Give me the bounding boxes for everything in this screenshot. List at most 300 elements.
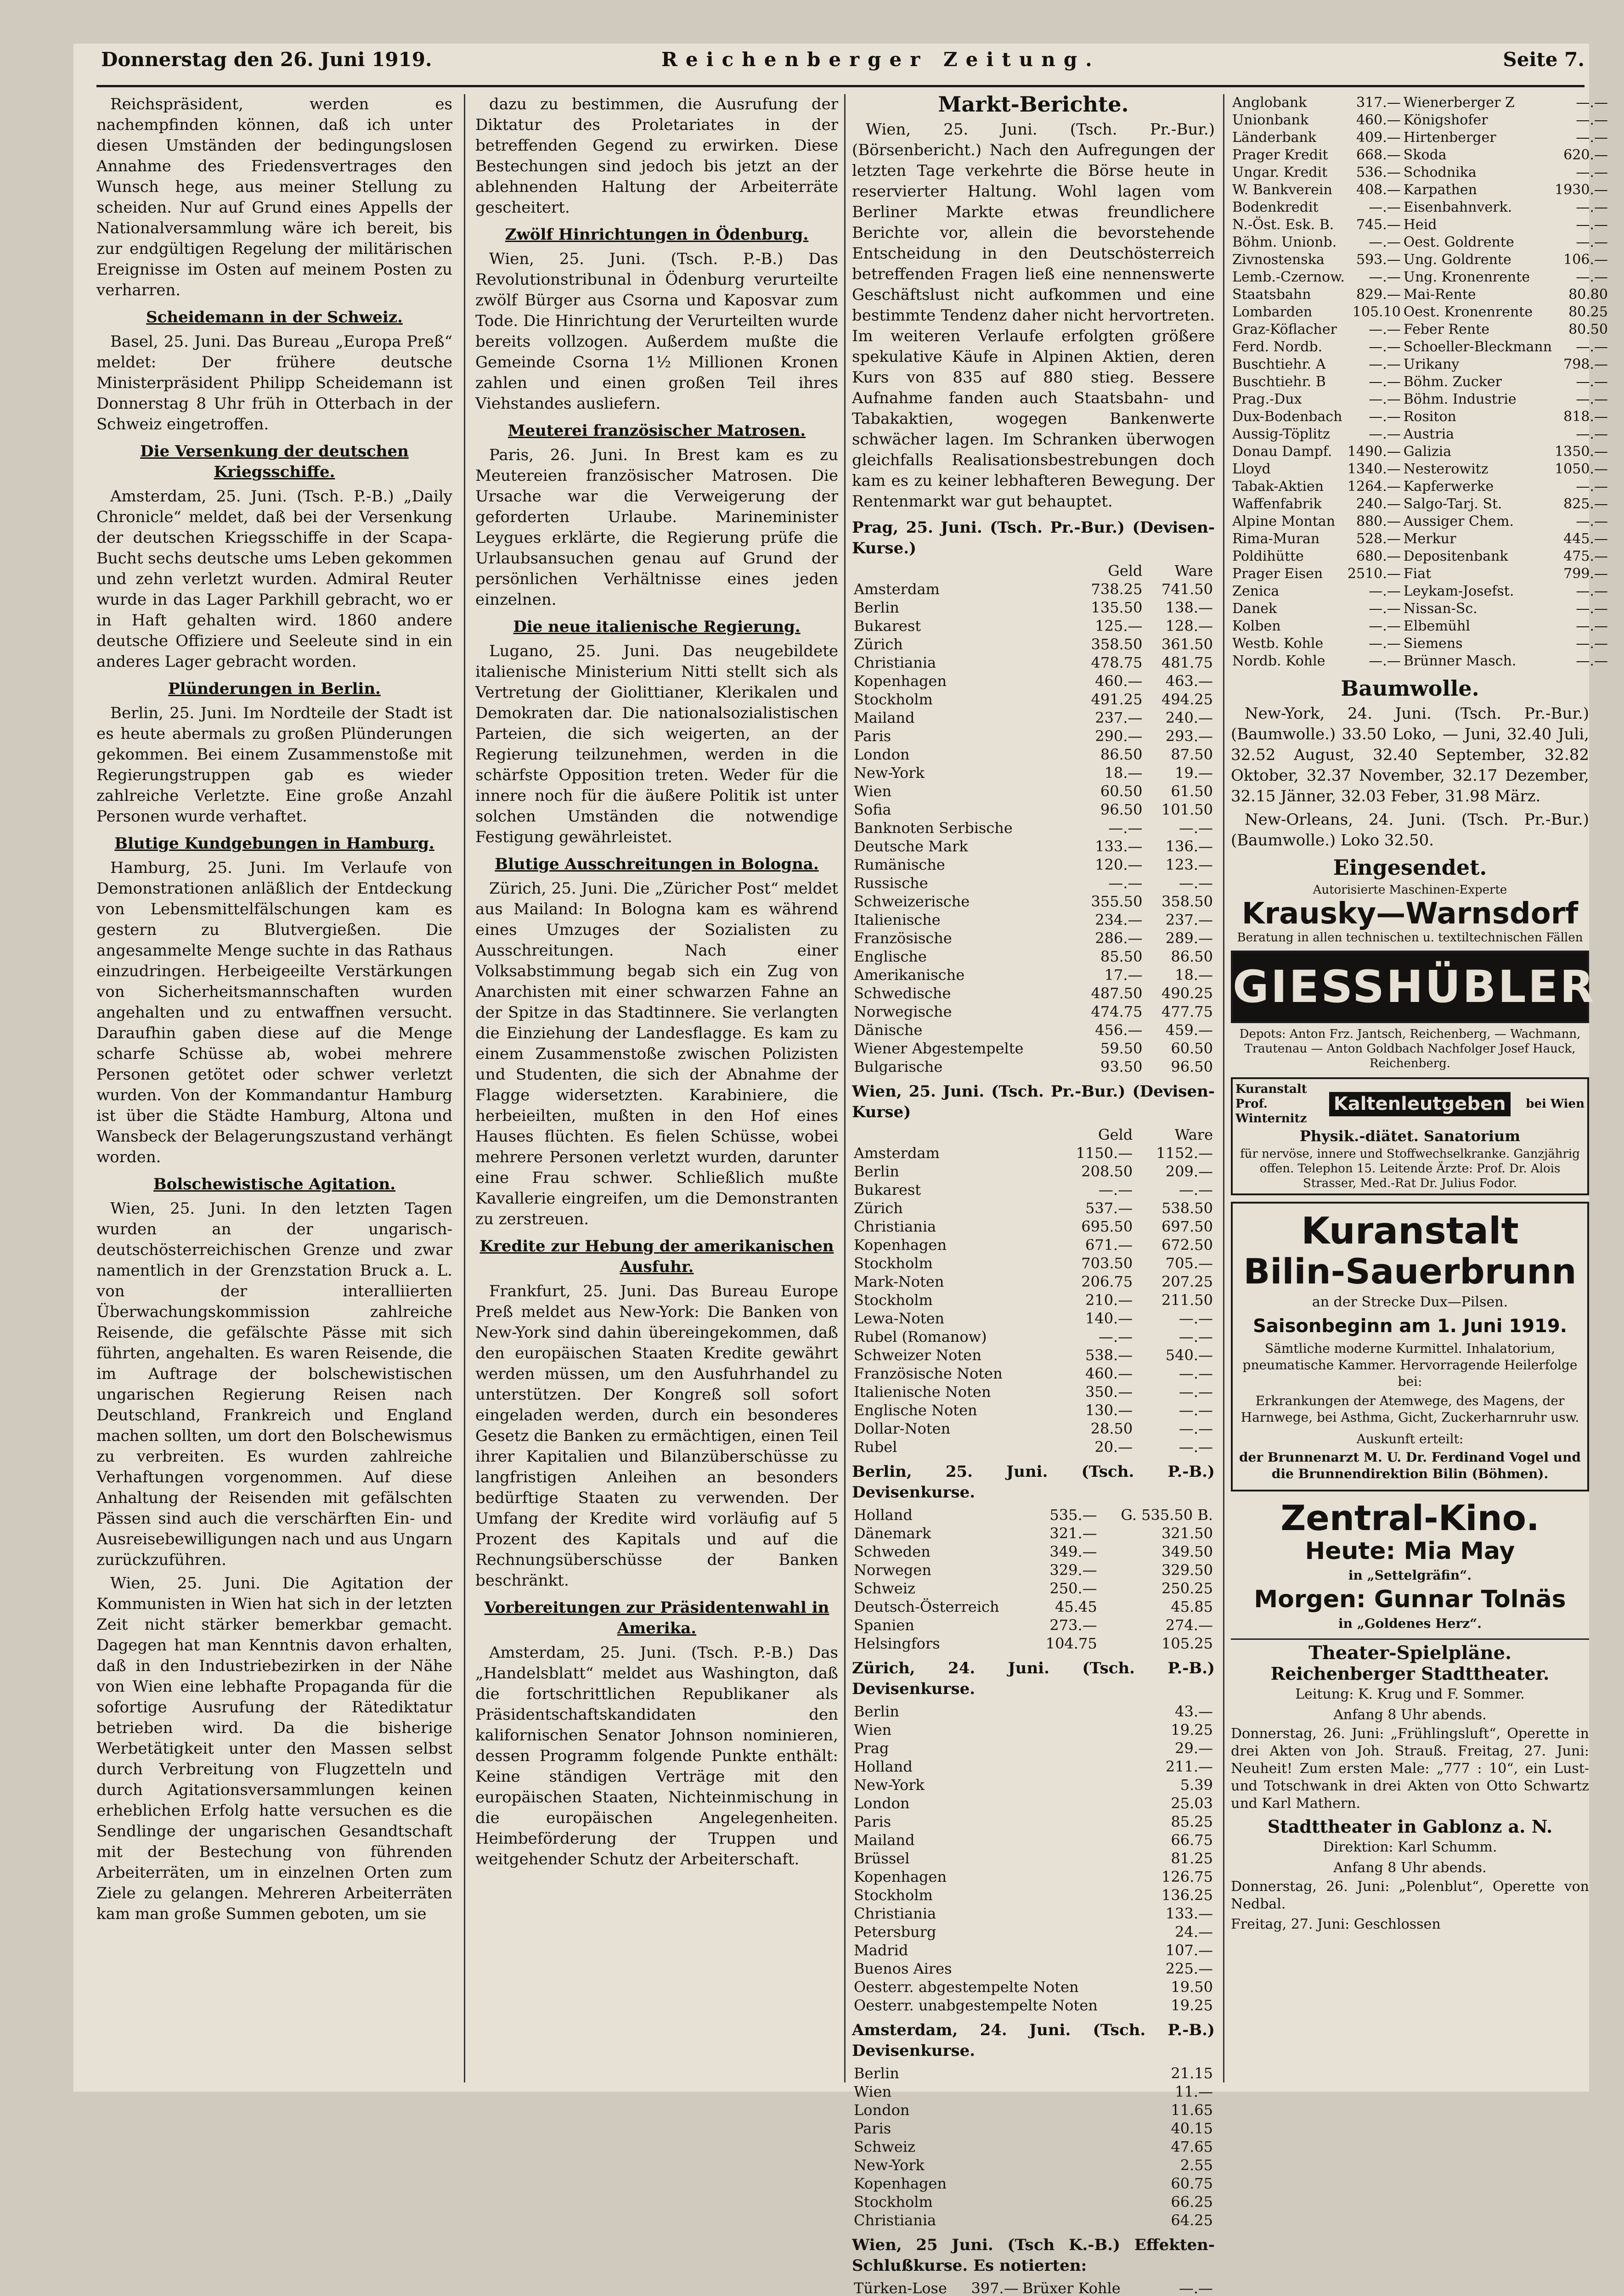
row-label: Bukarest [854,617,921,635]
row-label: Rubel (Romanow) [854,1328,987,1345]
row-value: 45.45 [1055,1598,1097,1615]
row-label: New-York [854,764,925,782]
table-row [852,2101,1215,2119]
row-value: —.— [1369,356,1401,372]
ad-text: bei Wien [1526,1097,1585,1111]
article-heading: Kredite zur Hebung der amerikanischen Ausfuhr. [479,1237,834,1276]
table-row [1231,583,1609,600]
row-value: —.— [1576,426,1608,442]
table-row [852,1254,1215,1272]
article-text: Berlin, 25. Juni. Im Nordteile der Stadt ist es heute abermals zu großen Plünderungen gekommen. Bei einem Zusammenstoße mit Regierungstruppen gab es wieder zahlreiche Verletzte. Eine große Anzahl Personen wurde verhaftet. [96,704,452,826]
row-value: 1930.— [1555,182,1608,198]
row-value: 86.50 [1100,746,1143,763]
row-value: 85.25 [1171,1813,1213,1830]
table-row [1231,181,1609,199]
market-title: Markt-Berichte. [938,92,1129,117]
article-text: Reichspräsident, werden es nachempfinden können, daß ich unter diesen Umständen der bedingungslosen Annahme des Friedensvertrages den Wunsch hege, aus meiner Stellung zu scheiden. Nur auf Grund eines Appells der Nationalversammlung wäre ich bereit, bis zur endgültigen Regelung der militärischen Ereignisse im Osten auf meinem Posten zu verharren. [96,95,452,299]
row-value: 81.25 [1171,1850,1213,1867]
ad-text: Auskunft erteilt: [1356,1431,1464,1446]
row-value: 66.75 [1171,1831,1213,1849]
row-label: Elbemühl [1403,618,1470,634]
ad-kaltenleutgeben [1231,1077,1589,1195]
row-label: Helsingfors [854,1635,940,1652]
table-row [852,837,1215,855]
table-row [852,1383,1215,1401]
row-value: 136.— [1165,838,1213,855]
table-row [852,1438,1215,1456]
ad-text: für nervöse, innere und Stoffwechselkranke. Ganzjährig offen. Telephon 15. Leitende Ärzte: Prof. Dr. Alois Strasser, Med.-Rat Dr. Julius Fodor. [1240,1147,1580,1190]
row-value: 2510.— [1347,566,1401,582]
table-row [1231,338,1609,356]
table-row [852,1002,1215,1021]
row-value: —.— [1179,874,1213,892]
row-value: 59.50 [1100,1040,1143,1057]
row-value: 1350.— [1555,444,1608,460]
row-value: —.— [1369,583,1401,599]
table-row [852,1941,1215,1959]
row-label: Schweiz [854,1580,915,1597]
row-value: 211.50 [1162,1291,1213,1309]
row-value: 491.25 [1091,691,1143,708]
row-label: Skoda [1403,147,1447,163]
row-label: Nissan-Sc. [1403,601,1477,617]
row-value: 96.50 [1171,1058,1213,1075]
table-row [852,1561,1215,1579]
row-label: Aussig-Töplitz [1232,426,1330,442]
row-label: Wien [854,782,892,800]
row-value: 349.— [1049,1543,1097,1560]
row-value: 799.— [1563,566,1608,582]
row-label: W. Bankverein [1232,182,1332,198]
berlin-rates-table [852,1506,1215,1653]
table-row [852,1739,1215,1757]
article-text: Basel, 25. Juni. Das Bureau „Europa Preß“ meldet: Der frühere deutsche Ministerpräsident Philipp Scheidemann ist Donnerstag 8 Uhr früh in Otterbach in der Schweiz eingetroffen. [96,332,452,433]
row-value: 61.50 [1171,782,1213,800]
row-value: 1490.— [1347,444,1401,460]
row-label: Oest. Kronenrente [1403,304,1533,320]
row-value: —.— [1576,129,1608,146]
table-row [852,1162,1215,1181]
row-value: —.— [1576,601,1608,617]
table-row [852,598,1215,617]
ad-text: Sämtliche moderne Kurmittel. Inhalatorium, pneumatische Kammer. Hervorragende Heilerfolge bei: [1242,1341,1578,1389]
row-label: Paris [854,2120,891,2137]
row-value: 273.— [1049,1616,1097,1634]
row-value: 138.— [1165,599,1213,616]
row-value: 463.— [1165,672,1213,690]
row-label: Lemb.-Czernow. [1232,269,1345,285]
article-text: Amsterdam, 25. Juni. (Tsch. P.-B.) Das „Handelsblatt“ meldet aus Washington, daß die fortschrittlichen Republikaner als Präsidentschaftskandidaten den kalifornischen Senator Johnson nominieren, dessen Programm folgende Punkte enthält: Keine ständigen Verträge mit den europäischen Staaten, Nichteinmischung in die europäischen Angelegenheiten. Heimbeförderung der Truppen und weitgehender Schutz der Arbeiterschaft. [475,1643,838,1868]
row-label: Amsterdam [854,580,940,598]
row-value: —.— [1576,374,1608,390]
row-value: 18.— [1175,966,1213,984]
row-value: —.— [1369,409,1401,425]
berlin-heading: Berlin, 25. Juni. (Tsch. P.-B.) Devisenkurse. [852,1463,1215,1502]
row-value: 1152.— [1156,1144,1213,1162]
row-value: 538.— [1085,1346,1133,1364]
row-value: 24.— [1175,1923,1213,1941]
row-value: 409.— [1356,129,1401,146]
row-value: 1340.— [1347,461,1401,477]
row-label: Schwedische [854,985,951,1002]
row-label: Schweden [854,1543,930,1560]
row-value: 697.50 [1162,1218,1213,1235]
ad-text: Depots: Anton Frz. Jantsch, Reichenberg, — Wachmann, Trautenau — Anton Goldbach Nachfolger Josef Hauck, Reichenberg. [1239,1027,1581,1070]
row-label: Rubel [854,1438,897,1456]
table-row [852,1579,1215,1598]
ad-headline: Krausky—Warnsdorf [1241,897,1579,931]
row-value: 317.— [1356,95,1401,111]
row-value: 123.— [1165,856,1213,873]
column-divider [844,94,846,2082]
row-label: Christiania [854,654,936,671]
row-value: 460.— [1356,112,1401,128]
row-value: —.— [1576,112,1608,128]
table-row [852,984,1215,1002]
row-value: 237.— [1095,709,1143,726]
row-label: Kopenhagen [854,672,947,690]
row-label: Ferd. Nordb. [1232,339,1323,355]
table-row [1231,234,1609,251]
row-value: 358.50 [1162,893,1213,910]
row-label: New-York [854,1776,925,1794]
row-label: Madrid [854,1941,908,1959]
row-label: Graz-Köflacher [1232,321,1337,338]
row-label: Nordb. Kohle [1232,653,1325,669]
article-text: Paris, 26. Juni. In Brest kam es zu Meutereien französischer Matrosen. Die Ursache war die Verweigerung der geforderten Urlaube. Marineminister Leygues erklärte, die Regierung prüfe die Urlaubsansuchen genau auf Grund der persönlichen Verhältnisse eines jeden einzelnen. [475,446,838,609]
table-row [852,2193,1215,2211]
table-row [852,1794,1215,1812]
row-label: Zürich [854,1199,903,1217]
table-row [852,1616,1215,1634]
table-row [1231,600,1609,618]
row-value: 210.— [1085,1291,1133,1309]
table-row [852,672,1215,690]
row-value: —.— [1576,339,1608,355]
table-row [852,2174,1215,2193]
row-label: Prag [854,1739,889,1757]
row-value: —.— [1369,199,1401,215]
row-label: Zenica [1232,583,1280,599]
row-value: —.— [1369,426,1401,442]
row-label: Schweizerische [854,893,970,910]
ad-logo-giesshuebler: GIESSHÜBLER [1233,952,1587,1021]
table-row [852,819,1215,837]
row-label: Paris [854,1813,891,1830]
ad-text: an der Strecke Dux—Pilsen. [1312,1294,1508,1310]
row-value: 474.75 [1091,1003,1143,1020]
row-value: 136.25 [1162,1886,1213,1904]
table-row [852,1309,1215,1328]
row-label: Italienische Noten [854,1383,991,1401]
ad-text: Erkrankungen der Atemwege, des Magens, der Harnwege, bei Asthma, Gicht, Zuckerharnruhr usw. [1241,1393,1579,1425]
row-value: 101.50 [1162,801,1213,818]
row-label: Buschtiehr. B [1232,374,1326,390]
article-heading: Bolschewistische Agitation. [153,1175,396,1193]
table-row [852,1849,1215,1868]
row-value: —.— [1179,1181,1213,1199]
row-value: —.— [1369,374,1401,390]
row-label: Wiener Abgestempelte [854,1040,1024,1057]
row-value: 60.50 [1100,782,1143,800]
row-label: Zürich [854,636,903,653]
ad-giesshuebler [1231,951,1596,1023]
cotton-text: New-Orleans, 24. Juni. (Tsch. Pr.-Bur.) (Baumwolle.) Loko 32.50. [1231,810,1589,850]
ad-bilin-sauerbrunn [1231,1202,1589,1491]
table-row [852,617,1215,635]
table-row [852,1217,1215,1236]
kino-text: Heute: Mia May [1305,1537,1515,1565]
article-text: Frankfurt, 25. Juni. Das Bureau Europe Preß meldet aus New-York: Die Banken von New-York sind dahin übereingekommen, daß den europäischen Staaten Kredite gewährt werden müssen, um den Ausfuhrhandel zu unterstützen. Der Kongreß soll sofort eingeladen werden, durch ein besonderes Gesetz die Banken zu ermächtigen, einen Teil ihrer Kapitalien und Bilanzüberschüsse zu langfristigen Anleihen an besonders bedürftige Staaten zu verwenden. Der Umfang der Kredite wird vorläufig auf 5 Prozent des Kapitals und auf die Rechnungsüberschüsse der Banken beschränkt. [475,1282,838,1590]
amsterdam-rates-table [852,2064,1215,2229]
row-value: 21.15 [1171,2065,1213,2082]
row-label: Wien [854,2083,892,2100]
table-row [852,2156,1215,2174]
ad-text: Beratung in allen technischen u. textiltechnischen Fällen [1237,931,1583,945]
table-row [852,1328,1215,1346]
row-value: —.— [1576,217,1608,233]
table-row [852,580,1215,598]
row-label: Dänische [854,1021,923,1039]
row-label: Salgo-Tarj. St. [1403,496,1502,512]
row-value: 672.50 [1162,1236,1213,1254]
row-value: 20.— [1094,1438,1133,1456]
row-value: —.— [1576,234,1608,250]
row-value: 87.50 [1171,746,1213,763]
row-label: Mark-Noten [854,1273,944,1290]
row-label: Mai-Rente [1403,287,1476,303]
row-label: Schodnika [1403,164,1477,180]
row-value: 128.— [1165,617,1213,635]
row-value: —.— [1108,874,1143,892]
row-value: 60.50 [1171,1040,1213,1057]
row-value: 80.80 [1568,287,1608,303]
row-value: 459.— [1165,1021,1213,1039]
row-label: Waffenfabrik [1232,496,1322,512]
row-label: Lombarden [1232,304,1313,320]
theater-name: Stadttheater in Gablonz a. N. [1267,1816,1553,1837]
row-value: G. 535.50 B. [1121,1506,1213,1524]
row-value: 358.50 [1091,636,1143,653]
table-row [852,727,1215,745]
row-value: 460.— [1095,672,1143,690]
table-row [1231,112,1609,129]
row-value: 2.55 [1180,2156,1213,2174]
row-value: —.— [1369,339,1401,355]
header-newspaper-title: Reichenberger Zeitung. [661,48,1100,71]
row-label: Russische [854,874,928,892]
row-value: 11.65 [1171,2101,1213,2119]
row-value: 745.— [1356,217,1401,233]
row-label: Austria [1403,426,1455,442]
row-value: —.— [1576,653,1608,669]
zurich-rates-table [852,1702,1215,2015]
row-label: Prager Kredit [1232,147,1328,163]
cotton-text: New-York, 24. Juni. (Tsch. Pr.-Bur.) (Baumwolle.) 33.50 Loko, — Juni, 32.40 Juli, 32.52 August, 32.40 September, 32.82 Oktober, 32.37 November, 32.17 Dezember, 32.15 Jänner, 32.03 Feber, 31.98 März. [1231,704,1589,805]
row-value: 477.75 [1162,1003,1213,1020]
row-value: 86.50 [1171,948,1213,965]
table-row [852,1702,1215,1721]
row-label: Kopenhagen [854,1236,947,1254]
article-text: Hamburg, 25. Juni. Im Verlaufe von Demonstrationen anläßlich der Entdeckung von Lebensmittelfälschungen kam es gestern zu Blutvergießen. Die angesammelte Menge suchte in das Rathaus einzudringen. Herbeigeeilte Verstärkungen von Sicherheitsmannschaften wurden angehalten und zu entwaffnen versucht. Daraufhin gaben diese auf die Menge scharfe Schüsse ab, wobei mehrere Personen getötet oder schwer verletzt wurden. Von der Kommandantur Hamburg ist über die Städte Hamburg, Altona und Wansbeck der Belagerungszustand verhängt worden. [96,859,452,1166]
row-label: Leykam-Josefst. [1403,583,1514,599]
theater-name: Reichenberger Stadttheater. [1270,1663,1550,1684]
row-label: Tabak-Aktien [1232,478,1324,495]
row-value: —.— [1179,1401,1213,1419]
row-value: 738.25 [1091,580,1143,598]
row-label: London [854,746,910,763]
col-ware: Ware [1174,562,1213,580]
row-value: —.— [1369,391,1401,407]
row-label: Brünner Masch. [1403,653,1517,669]
table-row [852,892,1215,911]
row-label: Rumänische [854,856,945,873]
table-row [1231,146,1609,164]
table-row [852,764,1215,782]
table-row [852,947,1215,966]
kino-text: Morgen: Gunnar Tolnäs [1254,1586,1566,1613]
row-value: 1150.— [1076,1144,1133,1162]
row-value: 289.— [1165,929,1213,947]
row-value: —.— [1179,1365,1213,1382]
col-geld: Geld [1098,1126,1133,1143]
row-label: Königshofer [1403,112,1488,128]
row-value: 133.— [1095,838,1143,855]
theater-text: Donnerstag, 26. Juni: „Frühlingsluft“, Operette in drei Akten von Joh. Strauß. Freitag, 27. Juni: Neuheit! Zum ersten Male: „777 : 10“, ein Lust- und Totschwank in drei Akten von Otto Schwartz und Karl Mathern. [1231,1726,1589,1812]
row-label: Kopenhagen [854,2175,947,2192]
row-label: Böhm. Unionb. [1232,234,1337,250]
theater-title: Theater-Spielpläne. [1308,1642,1512,1664]
row-label: Deutsch-Österreich [854,1598,999,1615]
row-value: —.— [1179,1328,1213,1345]
table-row [852,1868,1215,1886]
table-row [852,911,1215,929]
table-row [1231,426,1609,443]
table-row [852,1757,1215,1776]
row-label: Oest. Goldrente [1403,234,1514,250]
row-label: Wienerberger Z [1403,95,1515,111]
prag-rates-table [852,562,1215,1076]
row-label: Christiania [854,1905,936,1922]
row-label: Buschtiehr. A [1232,356,1326,372]
table-row [852,1039,1215,1058]
row-value: 43.— [1175,1703,1213,1720]
table-row [1231,478,1609,495]
column-1 [96,94,452,2078]
table-row [1231,618,1609,635]
row-label: Berlin [854,1703,899,1720]
row-label: Poldihütte [1232,548,1304,564]
row-label: Westb. Kohle [1232,636,1324,652]
table-row [1231,269,1609,286]
row-label: Ung. Goldrente [1403,252,1511,268]
table-row [1231,443,1609,461]
row-value: 93.50 [1100,1058,1143,1075]
amsterdam-heading: Amsterdam, 24. Juni. (Tsch. P.-B.) Devisenkurse. [852,2021,1215,2060]
table-row [852,2082,1215,2101]
row-label: Christiania [854,1218,936,1235]
row-value: 540.— [1165,1346,1213,1364]
row-value: 120.— [1095,856,1143,873]
table-row [852,966,1215,984]
row-value: 798.— [1563,356,1608,372]
row-value: 445.— [1563,531,1608,547]
article-text: dazu zu bestimmen, die Ausrufung der Diktatur des Proletariates in der betreffenden Gegend zu erwirken. Diese Bestechungen sind jedoch bis jetzt an der ablehnenden Haltung der Arbeiterräte gescheitert. [475,95,838,217]
article-text: Wien, 25. Juni. In den letzten Tagen wurden an der ungarisch-deutschösterreichischen Grenze und zwar namentlich in der Grenzstation Bruck a. L. von der interalliierten Überwachungskommission zahlreiche Reisende, die gefälschte Pässe mit sich führten, angehalten. Es waren Reisende, die im Auftrage der bolschewistischen ungarischen Regierung Reisen nach Deutschland, Frankreich und England machen sollten, um dort den Bolschewismus zu verbreiten. Es wurden zahlreiche Verhaftungen vorgenommen. Auf diese Anhaltung der Reisenden mit gefälschten Pässen sind auch die verschärften Ein- und Ausreisebewilligungen nach und aus Ungarn zurückzuführen. [96,1199,452,1569]
row-label: Holland [854,1506,913,1524]
row-label: Oesterr. abgestempelte Noten [854,1978,1079,1996]
table-row [852,2211,1215,2229]
row-value: 29.— [1175,1739,1213,1757]
table-row [852,2279,1215,2296]
row-label: Fiat [1403,566,1432,582]
row-value: —.— [1179,2279,1213,2296]
table-row [852,1923,1215,1941]
row-value: —.— [1179,1383,1213,1401]
row-value: —.— [1576,478,1608,495]
row-value: —.— [1576,618,1608,634]
page-header [101,48,1585,85]
row-label: Berlin [854,599,899,616]
row-value: 321.— [1049,1525,1097,1542]
row-value: 211.— [1165,1758,1213,1775]
row-label: Stockholm [854,1255,933,1272]
table-row [852,1524,1215,1542]
row-label: Eisenbahnverk. [1403,199,1512,215]
table-row [1231,286,1609,304]
theater-text: Anfang 8 Uhr abends. [1333,1707,1487,1723]
row-value: 321.50 [1162,1525,1213,1542]
row-label: Schweiz [854,2138,915,2155]
table-row [852,874,1215,892]
table-row [852,1886,1215,1904]
row-value: 460.— [1085,1365,1133,1382]
table-row [852,929,1215,947]
header-rule [96,85,1585,87]
row-value: 825.— [1563,496,1608,512]
row-value: 25.03 [1171,1795,1213,1812]
row-value: 361.50 [1162,636,1213,653]
column-divider [1223,94,1224,2082]
row-label: Stockholm [854,2193,933,2211]
row-label: Nesterowitz [1403,461,1489,477]
ad-text: Saisonbeginn am 1. Juni 1919. [1253,1316,1567,1337]
column-4 [1231,94,1608,2078]
row-value: 250.25 [1162,1580,1213,1597]
row-value: 494.25 [1162,691,1213,708]
article-heading: Die neue italienische Regierung. [513,618,801,636]
table-row [852,1364,1215,1383]
row-label: Danek [1232,601,1277,617]
row-label: Bodenkredit [1232,199,1319,215]
eingesendet-title: Eingesendet. [1333,855,1487,880]
row-label: Schoeller-Bleckmann [1403,339,1552,355]
row-value: 680.— [1356,548,1401,564]
row-label: Dux-Bodenbach [1232,409,1342,425]
row-value: 668.— [1356,147,1401,163]
row-value: 671.— [1085,1236,1133,1254]
row-value: 130.— [1085,1401,1133,1419]
row-label: Galizia [1403,444,1452,460]
row-label: Prager Eisen [1232,566,1323,582]
row-value: 1264.— [1347,478,1401,495]
row-value: 80.25 [1568,304,1608,320]
article-text: Zürich, 25. Juni. Die „Züricher Post“ meldet aus Mailand: In Bologna kam es während eines Umzuges der Sozialisten zu Ausschreitungen. Nach einer Volksabstimmung begab sich ein Zug von Anarchisten mit einer schwarzen Fahne an der Spitze in das Stadtinnere. Sie verlangten die Einziehung der Landesflagge. Es kam zu einem Zusammenstoße zwischen Polizisten und Studenten, die sich der Abnahme der Flagge widersetzten. Karabiniere, die herbeieilten, mußten in den Hof eines Hauses flüchten. Es fielen Schüsse, wobei mehrere Personen verletzt wurden, darunter eine Frau schwer. Schließlich mußte Kavallerie eingreifen, um die Demonstranten zu zerstreuen. [475,879,838,1228]
row-label: New-York [854,2156,925,2174]
row-label: Brüssel [854,1850,910,1867]
table-row [852,1144,1215,1162]
row-value: 85.50 [1100,948,1143,965]
